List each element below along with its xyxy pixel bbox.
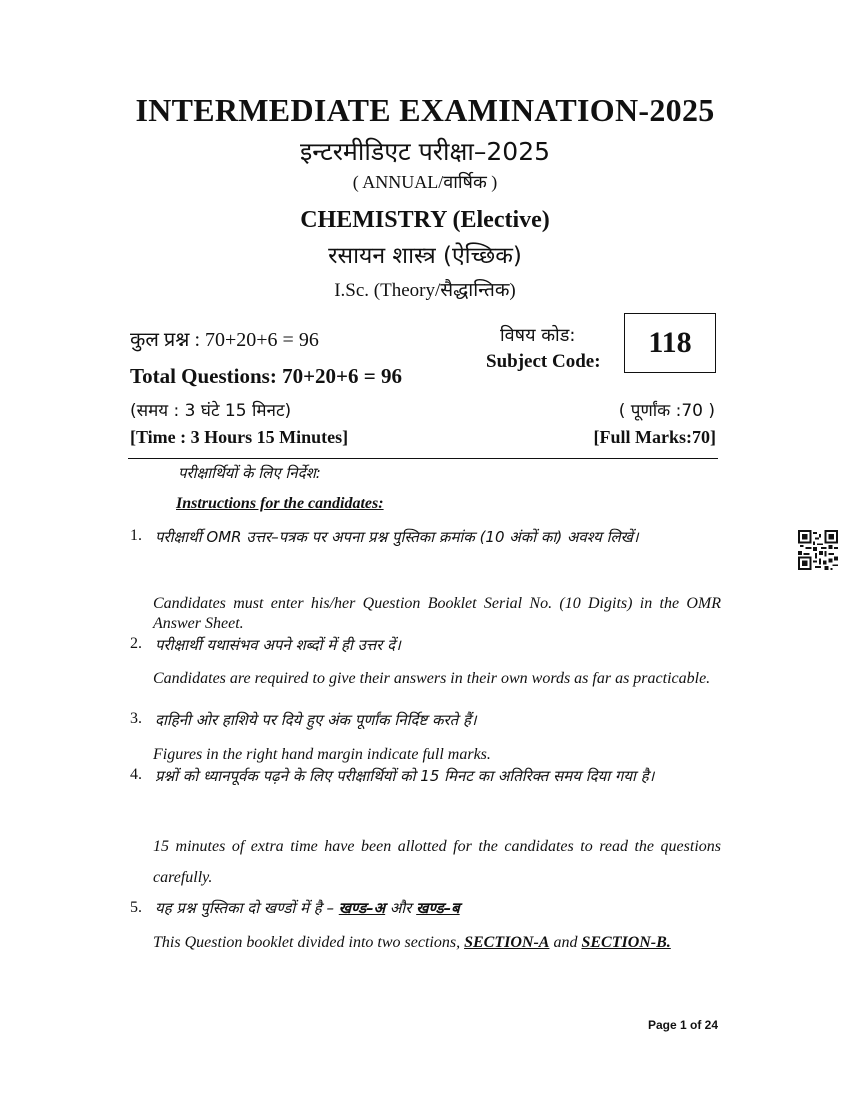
instructions-heading: Instructions for the candidates: [176,495,384,512]
instruction-hindi: परीक्षार्थी यथासंभव अपने शब्दों में ही उत्तर दें। [155,636,401,654]
subject-code-value: 118 [648,326,692,359]
total-questions-hindi: कुल प्रश्न : 70+20+6 = 96 [130,329,319,351]
instruction-english: Figures in the right hand margin indicate full marks. [153,746,491,763]
exam-title-hindi: इन्टरमीडिएट परीक्षा–2025 [299,137,551,166]
instruction-number: 3. [130,710,142,727]
subject-code-box [624,313,716,373]
subject-code-label-hindi: विषय कोड: [500,325,576,346]
section-b-hindi: खण्ड–ब [416,899,460,917]
section-b: SECTION-B. [581,934,671,951]
header-divider [128,458,718,459]
subject-title-hindi: रसायन शास्त्र (ऐच्छिक) [328,243,522,269]
instruction-english: Candidates are required to give their answers in their own words as far as practicable. [153,670,711,687]
and-text: and [553,934,578,951]
full-marks-hindi: ( पूर्णांक :70 ) [618,401,715,421]
exam-title: INTERMEDIATE EXAMINATION-2025 [135,92,715,128]
instruction-hindi: परीक्षार्थी OMR उत्तर–पत्रक पर अपना प्रश्न पुस्तिका क्रमांक (10 अंकों का) अवश्य लिखें। [155,528,639,546]
instruction-english [153,932,721,954]
subject-code-label: Subject Code: [486,351,601,372]
instruction-number: 4. [130,766,142,783]
subject-title: CHEMISTRY (Elective) [300,207,550,233]
section-a-hindi: खण्ड–अ [338,899,386,917]
and-hindi: और [389,899,412,917]
qr-code-icon [798,530,838,570]
time-duration: [Time : 3 Hours 15 Minutes] [130,427,349,447]
instruction-number: 2. [130,635,142,652]
instructions-heading-hindi: परीक्षार्थियों के लिए निर्देश: [178,464,321,482]
time-hindi: (समय : 3 घंटे 15 मिनट) [130,401,292,421]
instruction-english: 15 minutes of extra time have been allotted for the candidates to read the questions carefully. [153,838,721,886]
page-number: Page 1 of 24 [647,1018,718,1032]
instruction-number: 1. [130,527,142,544]
section-intro: This Question booklet divided into two sections, [153,934,461,951]
section-a: SECTION-A [464,934,550,951]
instruction-english: Candidates must enter his/her Question Booklet Serial No. (10 Digits) in the OMR Answer Sheet. [153,595,721,632]
instruction-hindi: दाहिनी ओर हाशिये पर दिये हुए अंक पूर्णांक निर्दिष्ट करते हैं। [155,711,477,729]
instruction-hindi [155,893,720,923]
total-questions: Total Questions: 70+20+6 = 96 [130,364,402,388]
course-label: I.Sc. (Theory/सैद्धान्तिक) [334,280,516,301]
instruction-hindi: प्रश्नों को ध्यानपूर्वक पढ़ने के लिए परीक्षार्थियों को 15 मिनट का अतिरिक्त समय दिया गया है। [155,767,655,785]
exam-type: ( ANNUAL/वार्षिक ) [352,172,498,192]
instruction-number: 5. [130,899,142,916]
section-intro-hindi: यह प्रश्न पुस्तिका दो खण्डों में है – [155,899,334,917]
full-marks: [Full Marks:70] [593,427,716,447]
